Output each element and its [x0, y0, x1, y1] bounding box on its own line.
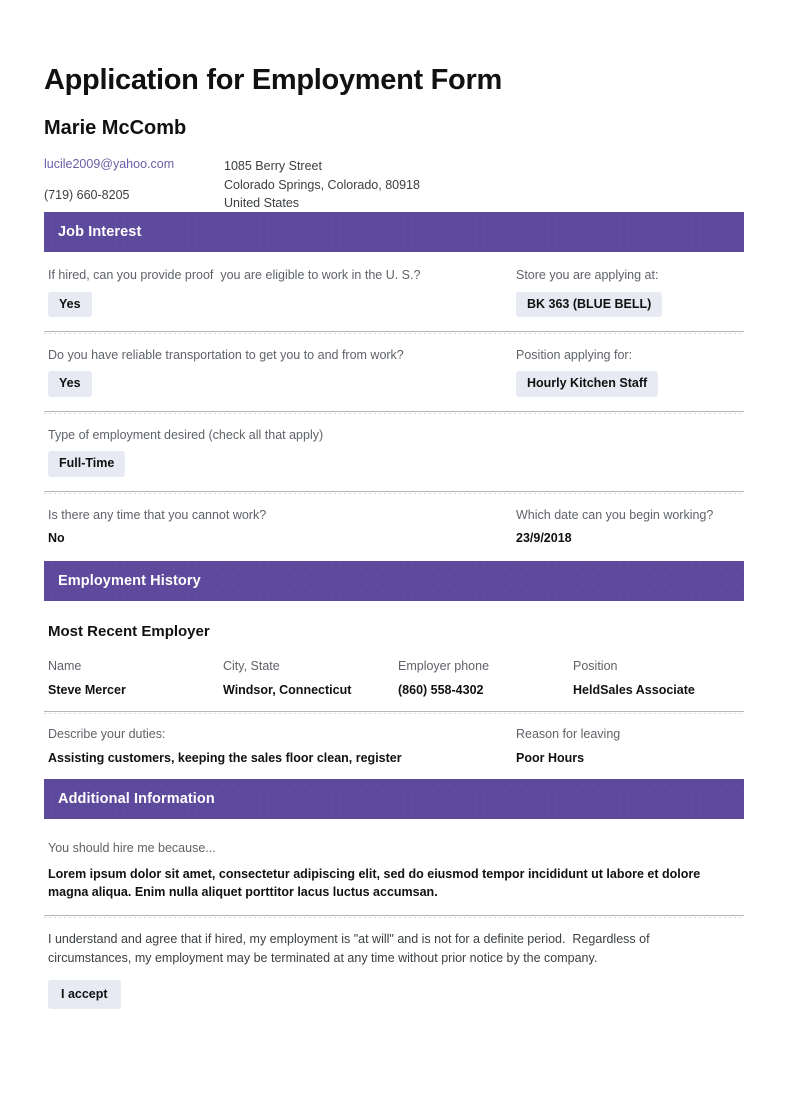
position-applying-question: [516, 347, 746, 397]
store-applying-answer[interactable]: BK 363 (BLUE BELL): [516, 292, 662, 318]
employer-name-value: Steve Mercer: [48, 683, 126, 698]
transportation-label: Do you have reliable transportation to get you to and from work?: [48, 348, 404, 363]
employment-type-label: Type of employment desired (check all that apply): [48, 427, 324, 442]
begin-date-question: [516, 507, 746, 547]
address-line-2: Colorado Springs, Colorado, 80918: [224, 177, 420, 192]
begin-date-label: Which date can you begin working?: [516, 507, 714, 522]
duties-block: [48, 726, 516, 766]
store-applying-question: [516, 267, 746, 317]
employer-details-table: [44, 640, 746, 712]
hire-me-block: [44, 819, 746, 915]
employment-type-question: [48, 427, 516, 477]
begin-date-answer: 23/9/2018: [516, 530, 572, 545]
employer-phone-value: (860) 558-4302: [398, 683, 484, 698]
reason-for-leaving-label: Reason for leaving: [516, 727, 621, 742]
applicant-phone: (719) 660-8205: [44, 187, 130, 202]
employer-city-state-cell: [223, 658, 398, 699]
row-duties-and-reason: [44, 712, 746, 779]
employer-name-cell: [48, 658, 223, 699]
employer-position-cell: [573, 658, 748, 699]
cannot-work-answer: No: [48, 530, 65, 545]
employment-type-spacer: [516, 427, 746, 477]
reason-for-leaving-value: Poor Hours: [516, 750, 585, 765]
applicant-email-link[interactable]: lucile2009@yahoo.com: [44, 157, 175, 172]
divider: [44, 711, 744, 712]
agreement-text: I understand and agree that if hired, my employment is "at will" and is not for a definite period. Regardless of circumstances, my employment may be terminated at any time without prior notice by the company.: [48, 932, 654, 965]
duties-label: Describe your duties:: [48, 727, 166, 742]
contact-left-column: [44, 157, 224, 203]
agreement-block: [44, 916, 746, 1009]
row-work-eligibility: [44, 252, 746, 331]
contact-block: [44, 157, 746, 212]
employer-city-state-header: City, State: [223, 658, 280, 673]
address-line-3: United States: [224, 196, 300, 211]
hire-me-label: You should hire me because...: [48, 841, 216, 856]
transportation-question: [48, 347, 516, 397]
address-line-1: 1085 Berry Street: [224, 159, 322, 174]
divider: [44, 915, 744, 916]
duties-value: Assisting customers, keeping the sales floor clean, register: [48, 750, 402, 765]
work-eligibility-question: [48, 267, 516, 317]
row-transportation: [44, 332, 746, 411]
divider: [44, 331, 744, 332]
employer-phone-header: Employer phone: [398, 658, 490, 673]
employer-city-state-value: Windsor, Connecticut: [223, 683, 352, 698]
page-title: Application for Employment Form: [44, 64, 502, 96]
employer-name-header: Name: [48, 658, 82, 673]
section-header-job-interest: [44, 212, 744, 252]
subsection-most-recent-employer: Most Recent Employer: [48, 622, 210, 640]
employer-position-value: HeldSales Associate: [573, 683, 695, 698]
transportation-answer[interactable]: Yes: [48, 371, 92, 397]
employment-type-answer[interactable]: Full-Time: [48, 451, 125, 477]
row-employment-type: [44, 412, 746, 491]
section-title-additional-information: Additional Information: [58, 791, 215, 808]
section-header-employment-history: [44, 561, 744, 601]
work-eligibility-answer[interactable]: Yes: [48, 292, 92, 318]
hire-me-value: Lorem ipsum dolor sit amet, consectetur adipiscing elit, sed do eiusmod tempor incididunt ut labore et dolore magna aliqua. Enim nulla aliquet porttitor lacus luctus accumsan.: [48, 866, 701, 900]
applicant-name: Marie McComb: [44, 117, 187, 140]
section-header-additional-information: [44, 779, 744, 819]
i-accept-button[interactable]: I accept: [48, 980, 121, 1010]
employer-phone-cell: [398, 658, 573, 699]
cannot-work-label: Is there any time that you cannot work?: [48, 507, 267, 522]
section-title-employment-history: Employment History: [58, 572, 201, 589]
row-availability: [44, 492, 746, 561]
employer-position-header: Position: [573, 658, 618, 673]
reason-for-leaving-block: [516, 726, 746, 766]
divider: [44, 411, 744, 412]
position-applying-answer[interactable]: Hourly Kitchen Staff: [516, 371, 658, 397]
store-applying-label: Store you are applying at:: [516, 268, 659, 283]
cannot-work-question: [48, 507, 516, 547]
position-applying-label: Position applying for:: [516, 348, 633, 363]
divider: [44, 491, 744, 492]
section-title-job-interest: Job Interest: [58, 224, 142, 241]
work-eligibility-label: If hired, can you provide proof you are eligible to work in the U. S.?: [48, 268, 421, 283]
applicant-address: [224, 157, 420, 212]
